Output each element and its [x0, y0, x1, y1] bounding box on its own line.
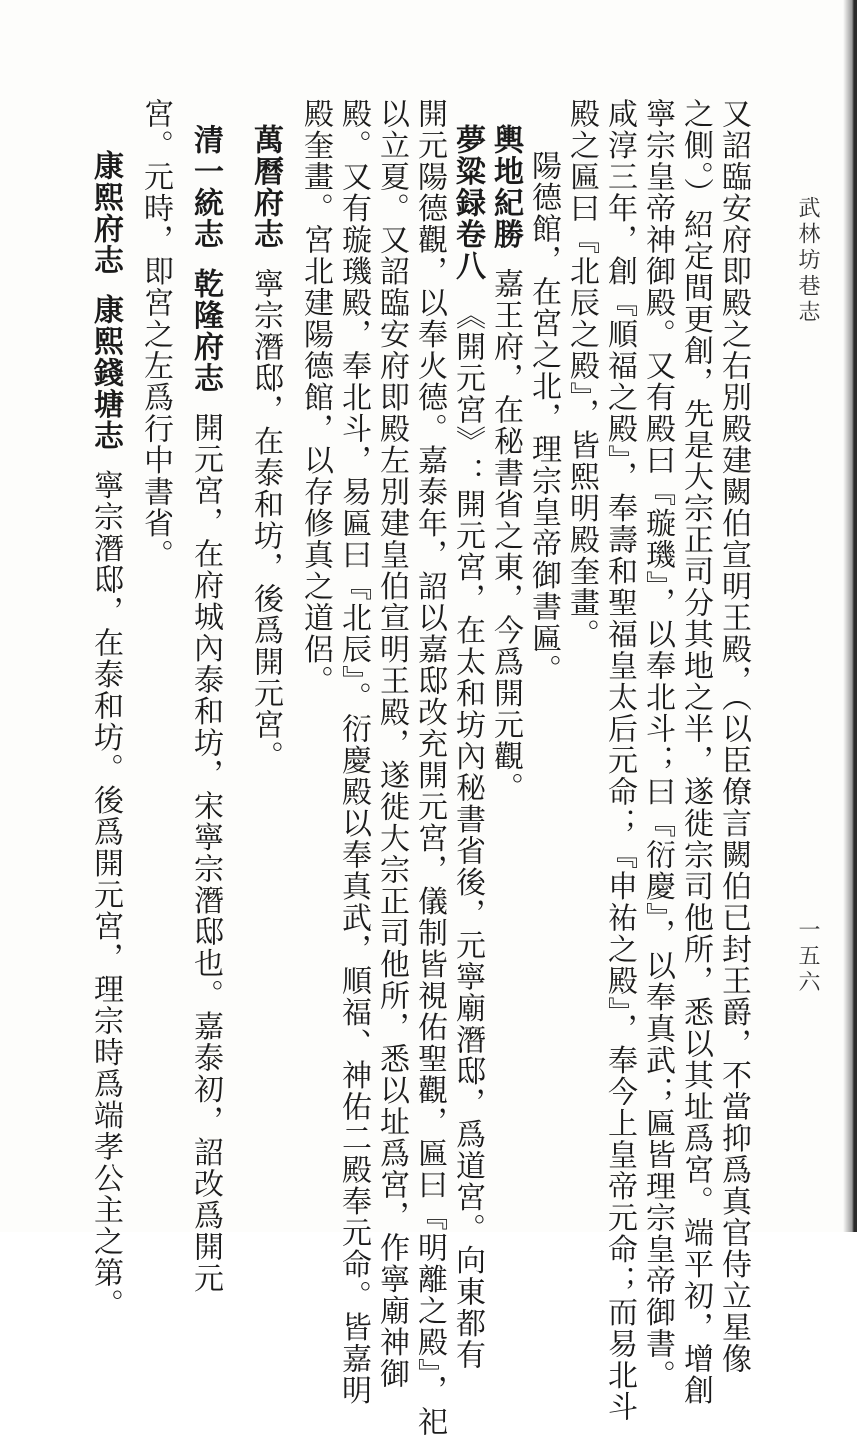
text-column-15 [138, 98, 173, 571]
source-citation: 夢粱録卷八 [450, 124, 485, 282]
text-column-5 [564, 98, 599, 650]
source-citation: 康熙府志 [88, 150, 123, 276]
page-header: 武林坊巷志 [795, 196, 820, 326]
text-column-8 [450, 124, 485, 1371]
text-column-3 [640, 98, 675, 1391]
text-line: 寧宗潛邸，在泰和坊，後爲開元宮。 [248, 268, 283, 772]
text-line: 陽德館，在宮之北，理宗皇帝御書匾。 [526, 150, 561, 686]
source-citation: 清一統志 [188, 124, 223, 250]
text-column-16 [88, 150, 123, 1320]
text-line: 寧宗皇帝神御殿。又有殿曰『璇璣』，以奉北斗；曰『衍慶』，以奉真武；匾皆理宗皇帝御書。 [640, 98, 675, 1391]
text-line: 殿奎畫。宮北建陽德館，以存修真之道侶。 [298, 98, 333, 697]
scan-edge [843, 0, 857, 1232]
source-citation: 萬曆府志 [248, 124, 283, 250]
text-column-14 [188, 124, 223, 1294]
text-column-6 [526, 150, 561, 686]
text-line: 寧宗潛邸，在泰和坊。後爲開元宮，理宗時爲端孝公主之第。 [88, 469, 123, 1320]
text-line: 《開元宮》：開元宮，在太和坊內秘書省後，元寧廟潛邸，爲道宮。向東都有 [450, 299, 485, 1371]
text-column-9 [412, 98, 447, 1438]
text-line: 殿之匾曰『北辰之殿』，皆熙明殿奎畫。 [564, 98, 599, 650]
text-line: 開元陽德觀，以奉火德。嘉泰年，詔以嘉邸改充開元宮，儀制皆視佑聖觀，匾曰『明離之殿』，祀 [412, 98, 447, 1438]
text-column-7 [488, 124, 523, 804]
text-line: 又詔臨安府即殿之右別殿建闕伯宣明王殿，（以臣僚言闕伯已封王爵，不當抑爲真官侍立星像 [716, 98, 751, 1375]
text-column-11 [336, 98, 371, 1406]
text-line: 咸淳三年，創『順福之殿』，奉壽和聖福皇太后元命；『申祐之殿』，奉今上皇帝元命；而易北斗 [602, 98, 637, 1423]
text-line: 開元宮，在府城內泰和坊，宋寧宗潛邸也。嘉泰初，詔改爲開元 [188, 412, 223, 1294]
text-column-4 [602, 98, 637, 1423]
text-column-12 [298, 98, 333, 697]
source-citation: 乾隆府志 [188, 268, 223, 394]
text-line: 以立夏。又詔臨安府即殿左別建皇伯宣明王殿，遂徙大宗正司他所，悉以址爲宮，作寧廟神御 [374, 98, 409, 1390]
text-line: 宮。元時，即宮之左爲行中書省。 [138, 98, 173, 571]
text-column-1 [716, 98, 751, 1375]
text-line: 之側。）紹定間更創，先是大宗正司分其地之半，遂徙宗司他所，悉以其址爲宮。端平初，增創 [678, 98, 713, 1406]
text-column-2 [678, 98, 713, 1406]
text-line: 殿。又有璇璣殿，奉北斗，易匾曰『北辰』。衍慶殿以奉真武，順福、神佑二殿奉元命。皆嘉明 [336, 98, 371, 1406]
text-column-10 [374, 98, 409, 1390]
text-line: 嘉王府，在秘書省之東，今爲開元觀。 [488, 268, 523, 804]
source-citation: 輿地紀勝 [488, 124, 523, 250]
source-citation: 康熙錢塘志 [88, 294, 123, 452]
page-number: 一五六 [795, 918, 820, 996]
text-column-13 [248, 124, 283, 772]
